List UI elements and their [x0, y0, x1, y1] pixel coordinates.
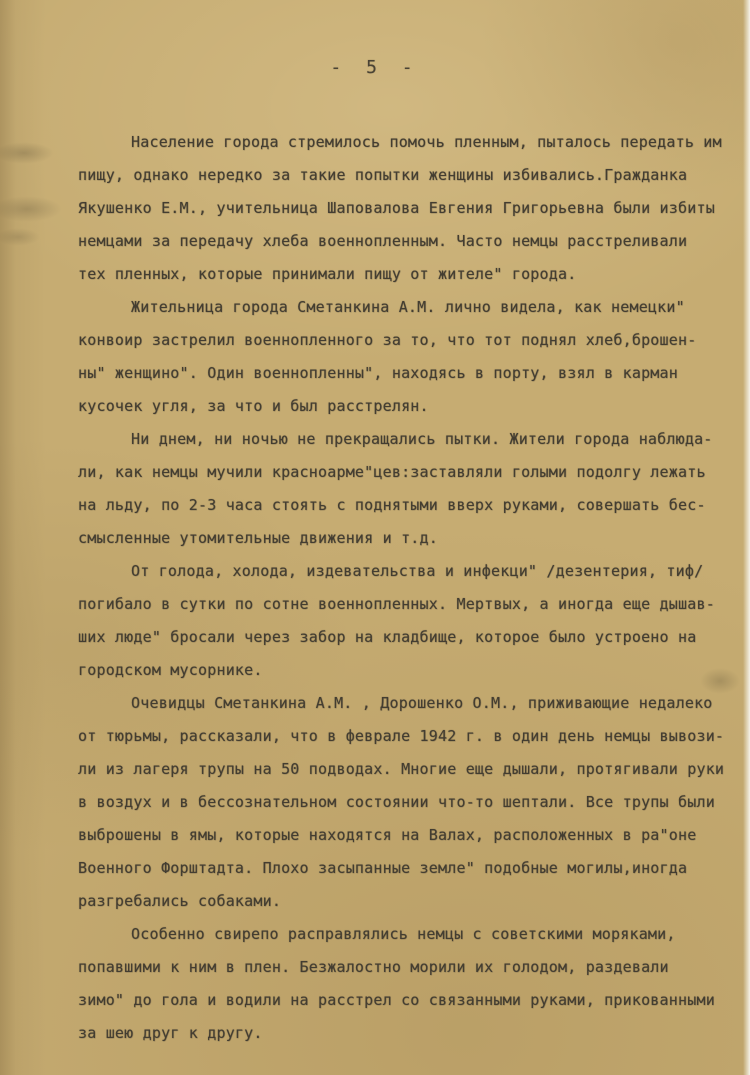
text-line: ны" женщино". Один военнопленны", находясь в порту, взял в карман — [78, 364, 678, 382]
text-line: попавшими к ним в плен. Безжалостно морили их голодом, раздевали — [78, 958, 669, 976]
text-line: ли из лагеря трупы на 50 подводах. Многие еще дышали, протягивали руки — [78, 760, 725, 778]
text-line: за шею друг к другу. — [78, 1024, 263, 1042]
paragraph — [78, 555, 722, 687]
text-line: Военного Форштадта. Плохо засыпанные земле" подобные могилы,иногда — [78, 859, 688, 877]
text-line: кусочек угля, за что и был расстрелян. — [78, 397, 429, 415]
paragraph — [78, 291, 722, 423]
text-line: погибало в сутки по сотне военнопленных. Мертвых, а иногда еще дышав- — [78, 595, 715, 613]
text-line: на льду, по 2-3 часа стоять с поднятыми вверх руками, совершать бес- — [78, 496, 706, 514]
text-line: ли, как немцы мучили красноарме"цев:заставляли голыми подолгу лежать — [78, 463, 706, 481]
text-line: тех пленных, которые принимали пищу от жителе" города. — [78, 265, 577, 283]
paragraph — [78, 687, 725, 918]
text-line: Население города стремилось помочь пленным, пыталось передать им — [131, 133, 722, 151]
document-body — [0, 126, 750, 1050]
text-line: Ни днем, ни ночью не прекращались пытки. Жители города наблюда- — [131, 430, 713, 448]
text-line: в воздух и в бессознательном состоянии что-то шептали. Все трупы были — [78, 793, 715, 811]
page-number: - 5 - — [330, 57, 420, 78]
text-line: ших люде" бросали через забор на кладбище, которое было устроено на — [78, 628, 697, 646]
text-line: городском мусорнике. — [78, 661, 263, 679]
text-line: зимо" до гола и водили на расстрел со связанными руками, прикованными — [78, 991, 715, 1009]
text-line: конвоир застрелил военнопленного за то, что тот поднял хлеб,брошен- — [78, 331, 697, 349]
text-line: разгребались собаками. — [78, 892, 282, 910]
text-line: немцами за передачу хлеба военнопленным. Часто немцы расстреливали — [78, 232, 688, 250]
text-line: Жительница города Сметанкина А.М. лично видела, как немецки" — [131, 298, 685, 316]
text-line: выброшены в ямы, которые находятся на Валах, расположенных в ра"оне — [78, 826, 697, 844]
text-line: смысленные утомительные движения и т.д. — [78, 529, 438, 547]
text-line: От голода, холода, издевательства и инфекци" /дезентерия, тиф/ — [131, 562, 704, 580]
paragraph — [78, 918, 722, 1050]
text-line: от тюрьмы, рассказали, что в феврале 1942 г. в один день немцы вывози- — [78, 727, 725, 745]
paragraph — [78, 423, 722, 555]
paragraph — [78, 126, 722, 291]
text-line: Якушенко Е.М., учительница Шаповалова Евгения Григорьевна были избиты — [78, 199, 715, 217]
text-line: пищу, однако нередко за такие попытки женщины избивались.Гражданка — [78, 166, 688, 184]
text-line: Особенно свирепо расправлялись немцы с советскими моряками, — [131, 925, 676, 943]
text-line: Очевидцы Сметанкина А.М. , Дорошенко О.М., приживающие недалеко — [131, 694, 713, 712]
